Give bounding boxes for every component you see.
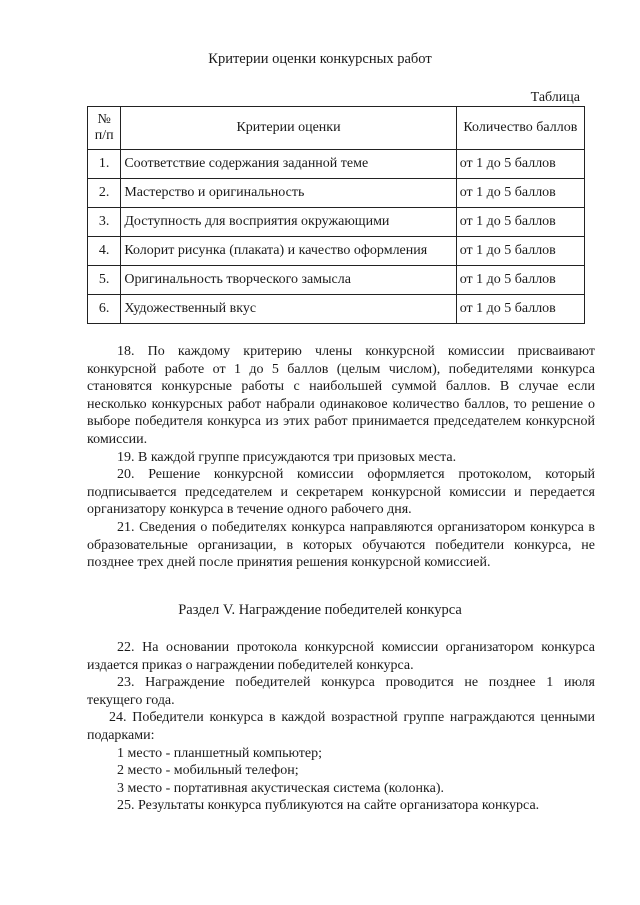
table-row: [88, 150, 585, 179]
header-criterion: Критерии оценки: [121, 107, 456, 150]
row-criterion: Художественный вкус: [121, 295, 456, 324]
table-row: [88, 237, 585, 266]
row-criterion: Колорит рисунка (плаката) и качество оформления: [121, 237, 456, 266]
table-row: [88, 179, 585, 208]
criteria-table: [87, 106, 585, 324]
rules-block-1: [87, 343, 595, 572]
table-row: [88, 266, 585, 295]
paragraph-21: 21. Сведения о победителях конкурса направляются организатором конкурса в образовательные организации, в которых обучаются победители конкурса, не позднее трех дней после принятия решения конкурсной комиссией.: [87, 519, 595, 571]
row-num: 2.: [88, 179, 121, 208]
row-score: от 1 до 5 баллов: [456, 150, 584, 179]
table-row: [88, 295, 585, 324]
page-title: Критерии оценки конкурсных работ: [208, 51, 432, 67]
header-num: № п/п: [88, 107, 121, 150]
prize-item: 3 место - портативная акустическая система (колонка).: [117, 780, 444, 796]
row-score: от 1 до 5 баллов: [456, 208, 584, 237]
row-num: 4.: [88, 237, 121, 266]
row-score: от 1 до 5 баллов: [456, 266, 584, 295]
prize-item: 1 место - планшетный компьютер;: [117, 745, 322, 761]
paragraph-24: 24. Победители конкурса в каждой возрастной группе награждаются ценными подарками:: [87, 710, 595, 743]
prize-item: 2 место - мобильный телефон;: [117, 763, 299, 779]
row-num: 6.: [88, 295, 121, 324]
paragraph-20: 20. Решение конкурсной комиссии оформляется протоколом, который подписывается председателем и секретарем конкурсной комиссии и передается организатору конкурса в течение одного рабочего дня.: [87, 467, 595, 518]
row-score: от 1 до 5 баллов: [456, 295, 584, 324]
table-header-row: [88, 107, 585, 150]
row-score: от 1 до 5 баллов: [456, 179, 584, 208]
paragraph-23: 23. Награждение победителей конкурса проводится не позднее 1 июля текущего года.: [87, 675, 595, 708]
row-num: 3.: [88, 208, 121, 237]
paragraph-18: 18. По каждому критерию члены конкурсной комиссии присваивают конкурсной работе от 1 до 5 баллов (целым числом), победителями конкурса становятся конкурсные работы с наибольшей суммой баллов. В случае если несколько конкурсных работ набрали одинаковое количество баллов, то решение о выборе победителя конкурса из этих работ принимается председателем конкурсной комиссии.: [87, 344, 595, 447]
header-score: Количество баллов: [456, 107, 584, 150]
row-num: 1.: [88, 150, 121, 179]
rules-block-2: [87, 639, 595, 815]
table-caption: Таблица: [530, 90, 580, 105]
paragraph-19: 19. В каждой группе присуждаются три призовых места.: [117, 449, 457, 465]
row-criterion: Оригинальность творческого замысла: [121, 266, 456, 295]
section-title: Раздел V. Награждение победителей конкурса: [178, 602, 462, 618]
row-score: от 1 до 5 баллов: [456, 237, 584, 266]
row-num: 5.: [88, 266, 121, 295]
table-row: [88, 208, 585, 237]
paragraph-25: 25. Результаты конкурса публикуются на сайте организатора конкурса.: [117, 798, 540, 814]
row-criterion: Соответствие содержания заданной теме: [121, 150, 456, 179]
row-criterion: Доступность для восприятия окружающими: [121, 208, 456, 237]
row-criterion: Мастерство и оригинальность: [121, 179, 456, 208]
paragraph-22: 22. На основании протокола конкурсной комиссии организатором конкурса издается приказ о награждении победителей конкурса.: [87, 640, 595, 673]
